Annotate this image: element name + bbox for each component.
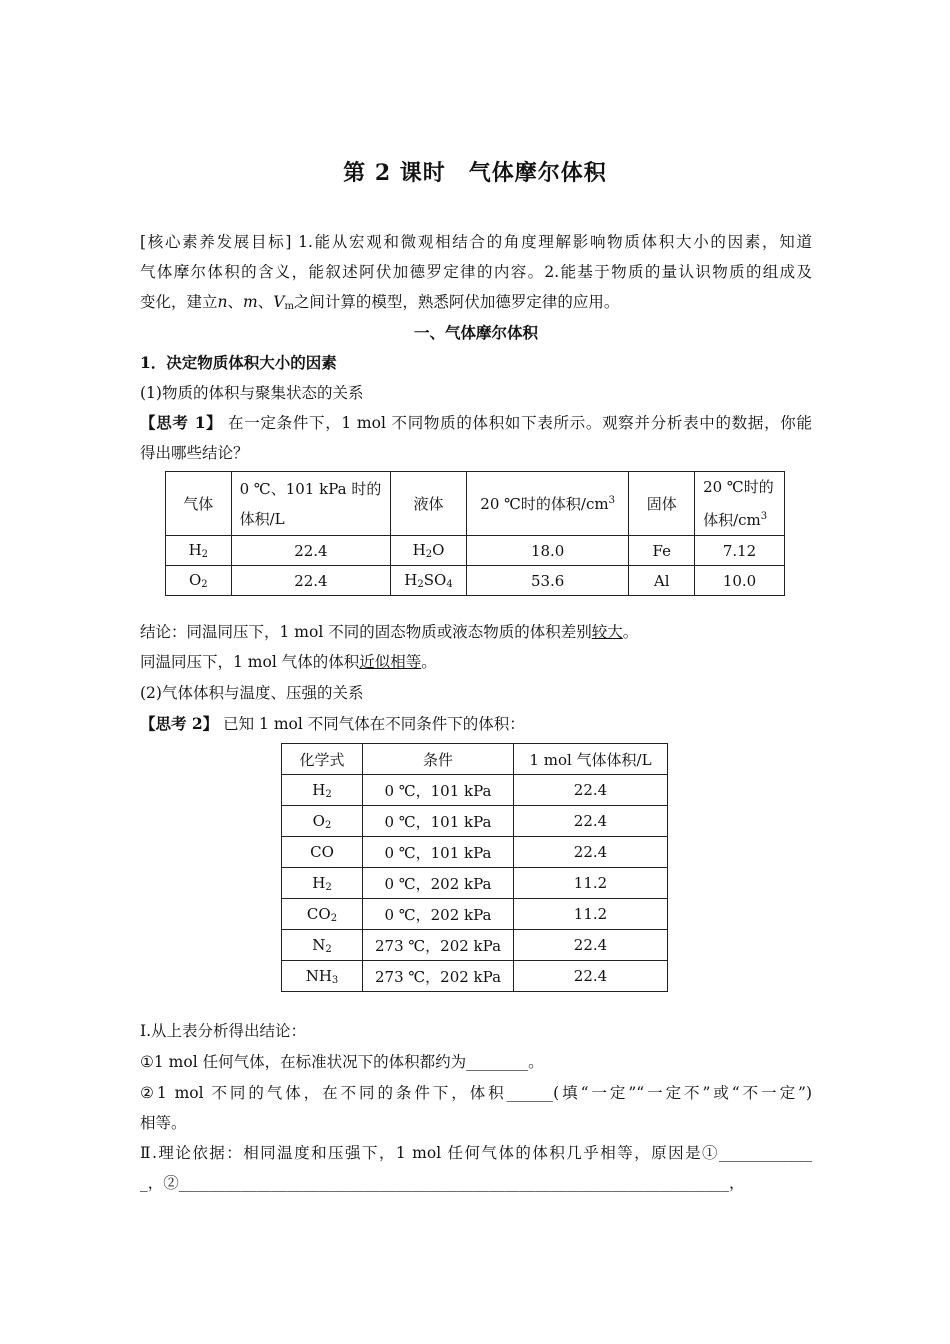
cell-formula <box>282 868 363 899</box>
volume-table-2 <box>281 743 668 992</box>
cell-condition: 0 ℃，101 kPa <box>363 806 514 837</box>
cell-formula <box>282 899 363 930</box>
goals-line-2: 气体摩尔体积的含义，能叙述阿伏加德罗定律的内容。2.能基于物质的量认识物质的组成及 <box>140 263 812 281</box>
cell-solid-vol: 7.12 <box>695 536 785 566</box>
cell-volume: 22.4 <box>514 837 668 868</box>
cell-solid: Fe <box>629 536 695 566</box>
conclusion-b-answer: 近似相等 <box>359 653 422 671</box>
table-row <box>282 899 668 930</box>
formula: H <box>312 873 326 892</box>
analysis-ii-line-2: _，②_______________________________________________________________________， <box>140 1174 745 1192</box>
conclusion-a: 结论：同温同压下，1 mol 不同的固态物质或液态物质的体积差别 <box>140 623 592 641</box>
formula: H <box>188 541 202 559</box>
cell-volume: 11.2 <box>514 868 668 899</box>
gas-vol-line-a: 0 ℃、101 kPa 时的 <box>239 479 382 498</box>
table2-header-formula: 化学式 <box>282 744 363 775</box>
think2-label: 【思考 2】 <box>140 714 219 733</box>
formula: NH <box>305 966 332 985</box>
conclusion-line-2 <box>140 652 812 672</box>
formula-sub: 2 <box>417 579 424 590</box>
formula: H <box>412 541 426 559</box>
formula: CO <box>310 842 334 861</box>
analysis-heading-i: Ⅰ.从上表分析得出结论： <box>140 1022 307 1040</box>
think2-text: 已知 1 mol 不同气体在不同条件下的体积： <box>223 715 525 733</box>
table-row <box>282 930 668 961</box>
page-title: 第 2 课时 气体摩尔体积 <box>343 160 607 186</box>
formula-sub: 2 <box>325 788 332 800</box>
cell-condition: 0 ℃，101 kPa <box>363 837 514 868</box>
cell-formula <box>282 806 363 837</box>
formula: O <box>312 811 325 830</box>
section-heading-1: 一、气体摩尔体积 <box>413 323 538 342</box>
solid-vol-line-a: 20 ℃时的 <box>703 478 774 496</box>
cell-liquid-vol: 18.0 <box>466 536 629 566</box>
analysis-ii-line-1: Ⅱ.理论依据：相同温度和压强下，1 mol 任何气体的体积几乎相等，原因是①____________ <box>140 1144 812 1162</box>
volume-table-1 <box>165 471 785 596</box>
subheading-1-2: (2)气体体积与温度、压强的关系 <box>140 684 364 702</box>
think1-label: 【思考 1】 <box>140 413 223 432</box>
table-row <box>282 837 668 868</box>
table-row <box>282 961 668 992</box>
cell-formula <box>282 775 363 806</box>
cell-formula <box>282 961 363 992</box>
formula-sub: 2 <box>324 819 332 831</box>
cell-gas-vol: 22.4 <box>231 536 391 566</box>
goals-text-3a: 变化，建立 <box>140 293 218 311</box>
formula: N <box>312 935 326 954</box>
table-row <box>282 806 668 837</box>
cell-volume: 22.4 <box>514 775 668 806</box>
cell-liquid-vol: 53.6 <box>466 566 629 596</box>
analysis-q1: ①1 mol 任何气体，在标准状况下的体积都约为________。 <box>140 1053 544 1071</box>
think1-text: 在一定条件下，1 mol 不同物质的体积如下表所示。观察并分析表中的数据，你能 <box>228 414 812 432</box>
table-row <box>166 566 785 596</box>
cell-condition: 273 ℃，202 kPa <box>363 930 514 961</box>
table1-header-liquid: 液体 <box>391 472 467 536</box>
goals-line-1 <box>140 232 812 252</box>
sep-1: 、 <box>227 293 244 311</box>
table1-header-gas-vol <box>231 472 391 536</box>
table2-header-condition: 条件 <box>363 744 514 775</box>
formula-rest: O <box>432 541 445 559</box>
table1-header-row <box>166 472 785 536</box>
subheading-1-1: (1)物质的体积与聚集状态的关系 <box>140 384 364 402</box>
goals-line-3 <box>140 292 812 317</box>
table-row <box>282 775 668 806</box>
table-row <box>166 536 785 566</box>
formula-sub: 2 <box>330 912 338 924</box>
table1-header-solid: 固体 <box>629 472 695 536</box>
think1-line-2: 得出哪些结论？ <box>140 444 249 462</box>
table1-header-solid-vol <box>695 472 785 536</box>
conclusion-line-1 <box>140 622 812 642</box>
conclusion-b-end: 。 <box>421 653 437 671</box>
cell-gas-vol: 22.4 <box>231 566 391 596</box>
solid-vol-line-b: 体积/cm <box>703 511 761 529</box>
table2-header-row <box>282 744 668 775</box>
formula: H <box>312 780 326 799</box>
cell-volume: 22.4 <box>514 961 668 992</box>
table1-header-liquid-vol <box>466 472 629 536</box>
liquid-vol-text: 20 ℃时的体积/cm <box>480 495 609 513</box>
formula-sub: 2 <box>325 943 332 955</box>
formula-sub: 2 <box>425 549 433 560</box>
conclusion-a-end: 。 <box>622 623 639 641</box>
table1-header-gas: 气体 <box>166 472 232 536</box>
cell-gas <box>166 566 232 596</box>
cell-condition: 0 ℃，101 kPa <box>363 775 514 806</box>
symbol-V: V <box>273 293 285 311</box>
think2-line <box>140 714 812 734</box>
formula-sub: 2 <box>325 881 332 893</box>
conclusion-a-answer: 较大 <box>591 623 623 641</box>
cell-volume: 22.4 <box>514 806 668 837</box>
sep-2: 、 <box>257 293 274 311</box>
formula-sub: 2 <box>201 549 209 560</box>
cell-solid-vol: 10.0 <box>695 566 785 596</box>
cell-formula <box>282 930 363 961</box>
cell-volume: 11.2 <box>514 899 668 930</box>
formula-sub: 2 <box>201 579 208 590</box>
formula: H <box>404 571 418 589</box>
formula-rest: SO <box>423 571 447 589</box>
cell-formula <box>282 837 363 868</box>
cell-liquid <box>391 536 467 566</box>
analysis-q2-line-1: ②1 mol 不同的气体，在不同的条件下，体积______(填“一定”“一定不”或“不一定”) <box>140 1084 812 1102</box>
goals-text-3b: 之间计算的模型，熟悉阿伏加德罗定律的应用。 <box>293 293 620 311</box>
table-row <box>282 868 668 899</box>
symbol-m: m <box>243 293 258 311</box>
cell-condition: 273 ℃，202 kPa <box>363 961 514 992</box>
analysis-q2-line-2: 相等。 <box>140 1114 187 1132</box>
solid-vol-sup: 3 <box>760 511 768 522</box>
cell-solid: Al <box>629 566 695 596</box>
symbol-V-sub: m <box>284 301 294 312</box>
formula-sub-2: 4 <box>446 579 453 590</box>
cell-liquid <box>391 566 467 596</box>
formula: CO <box>306 904 331 923</box>
cell-condition: 0 ℃，202 kPa <box>363 868 514 899</box>
cell-condition: 0 ℃，202 kPa <box>363 899 514 930</box>
gas-vol-line-b: 体积/L <box>239 509 285 528</box>
cell-volume: 22.4 <box>514 930 668 961</box>
goals-label: [核心素养发展目标] <box>140 233 292 251</box>
cell-gas <box>166 536 232 566</box>
conclusion-b: 同温同压下，1 mol 气体的体积 <box>140 653 360 671</box>
formula: O <box>188 571 202 589</box>
formula-sub: 3 <box>331 974 339 986</box>
table2-header-volume: 1 mol 气体体积/L <box>514 744 668 775</box>
symbol-n: n <box>217 293 228 311</box>
goals-text-1: 1.能从宏观和微观相结合的角度理解影响物质体积大小的因素，知道 <box>298 233 812 251</box>
liquid-vol-sup: 3 <box>608 495 615 506</box>
subheading-1: 1．决定物质体积大小的因素 <box>140 353 337 372</box>
think1-line-1 <box>140 413 812 433</box>
